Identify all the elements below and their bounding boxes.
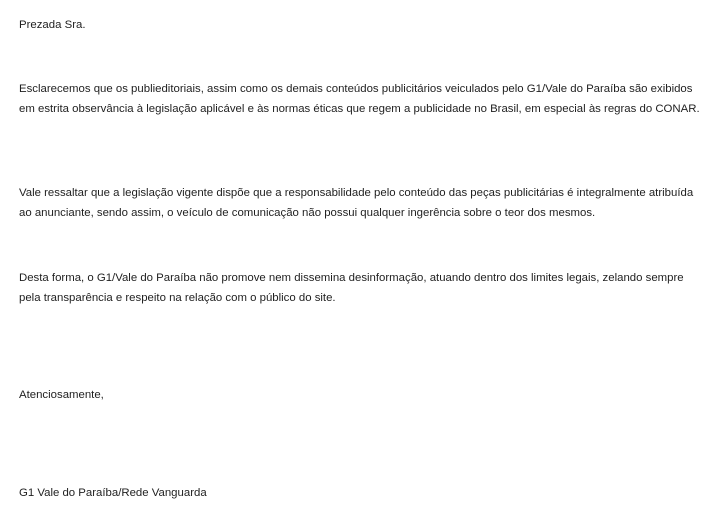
closing: Atenciosamente, bbox=[19, 389, 104, 401]
paragraph-advertising-compliance: Esclarecemos que os publieditoriais, assim como os demais conteúdos publicitários veiculados pelo G1/Vale do Paraíba são exibidos em estrita observância à legislação aplicável e às normas éticas que regem a publicidade no Brasil, em especial às regras do CONAR. bbox=[19, 83, 700, 115]
paragraph-no-disinformation: Desta forma, o G1/Vale do Paraíba não promove nem dissemina desinformação, atuando dentro dos limites legais, zelando sempre pela transparência e respeito na relação com o público do site. bbox=[19, 272, 684, 304]
paragraph-advertiser-responsibility: Vale ressaltar que a legislação vigente dispõe que a responsabilidade pelo conteúdo das peças publicitárias é integralmente atribuída ao anunciante, sendo assim, o veículo de comunicação não possui qualquer ingerência sobre o teor dos mesmos. bbox=[19, 187, 694, 219]
signature: G1 Vale do Paraíba/Rede Vanguarda bbox=[19, 487, 207, 499]
greeting: Prezada Sra. bbox=[19, 19, 86, 31]
